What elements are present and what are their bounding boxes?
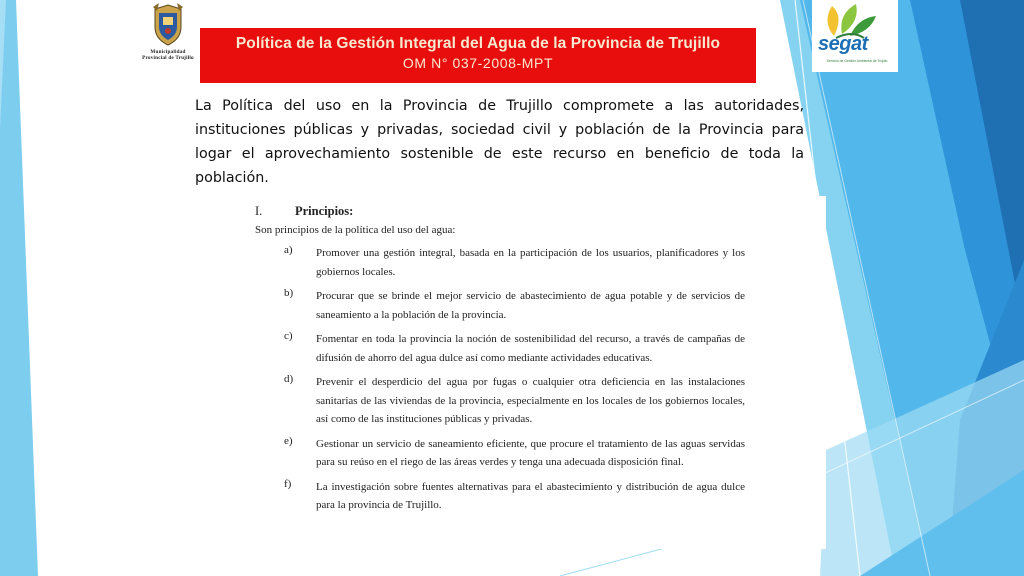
list-item-text: Promover una gestión integral, basada en la participación de los usuarios, planificadores y los gobiernos locales. xyxy=(316,247,745,278)
list-item-text: Gestionar un servicio de saneamiento eficiente, que procure el tratamiento de las aguas servidas para su reúso en el riego de las áreas verdes y tenga una adecuada disposición final. xyxy=(316,437,745,468)
list-item xyxy=(255,244,755,281)
coat-of-arms-icon xyxy=(151,3,185,47)
list-item-text: La investigación sobre fuentes alternativas para el abastecimiento y distribución de agua dulce para la provincia de Trujillo. xyxy=(316,480,745,511)
list-item-text: Prevenir el desperdicio del agua por fugas o cualquier otra deficiencia en las instalaciones sanitarias de las viviendas de la provincia, especialmente en los locales de los gobiernos locales, así como de las instituciones públicas y privadas. xyxy=(316,376,745,425)
section-title: Principios: xyxy=(295,204,354,218)
principles-heading xyxy=(255,204,755,219)
section-number: I. xyxy=(255,204,263,218)
list-marker: a) xyxy=(284,244,293,256)
segat-wordmark: segat xyxy=(818,33,868,55)
list-item xyxy=(255,478,755,515)
list-marker: b) xyxy=(284,287,294,299)
list-item xyxy=(255,373,755,429)
municipality-name: Municipalidad Provincial de Trujillo xyxy=(142,49,194,61)
title-banner xyxy=(200,28,756,83)
list-marker: e) xyxy=(284,434,293,447)
list-marker: d) xyxy=(284,373,294,385)
segat-logo xyxy=(812,0,898,72)
ordinance-number: OM N° 037-2008-MPT xyxy=(402,55,554,71)
principles-list xyxy=(255,244,755,515)
page-title: Política de la Gestión Integral del Agua de la Provincia de Trujillo xyxy=(235,35,721,52)
principles-intro: Son principios de la política del uso del agua: xyxy=(255,224,456,236)
list-item xyxy=(255,287,755,324)
list-marker: c) xyxy=(284,330,293,342)
list-item xyxy=(255,330,755,367)
intro-paragraph: La Política del uso en la Provincia de Trujillo compromete a las autoridades, instituciones públicas y privadas, sociedad civil y población de la Provincia para logar el aprovechamiento sostenible de este recurso en beneficio de toda la población. xyxy=(195,98,804,186)
municipality-logo xyxy=(140,3,196,75)
segat-subtitle: Servicio de Gestión Ambiental de Trujillo xyxy=(826,59,888,63)
list-marker: f) xyxy=(284,477,292,490)
list-item-text: Procurar que se brinde el mejor servicio de abastecimiento de agua potable y de servicios de saneamiento a la población de la provincia. xyxy=(316,290,745,321)
scanned-document xyxy=(196,196,826,549)
list-item-text: Fomentar en toda la provincia la noción de sostenibilidad del recurso, a través de campañas de difusión de ahorro del agua dulce así como mediante actividades educativas. xyxy=(316,333,745,364)
list-item xyxy=(255,435,755,472)
